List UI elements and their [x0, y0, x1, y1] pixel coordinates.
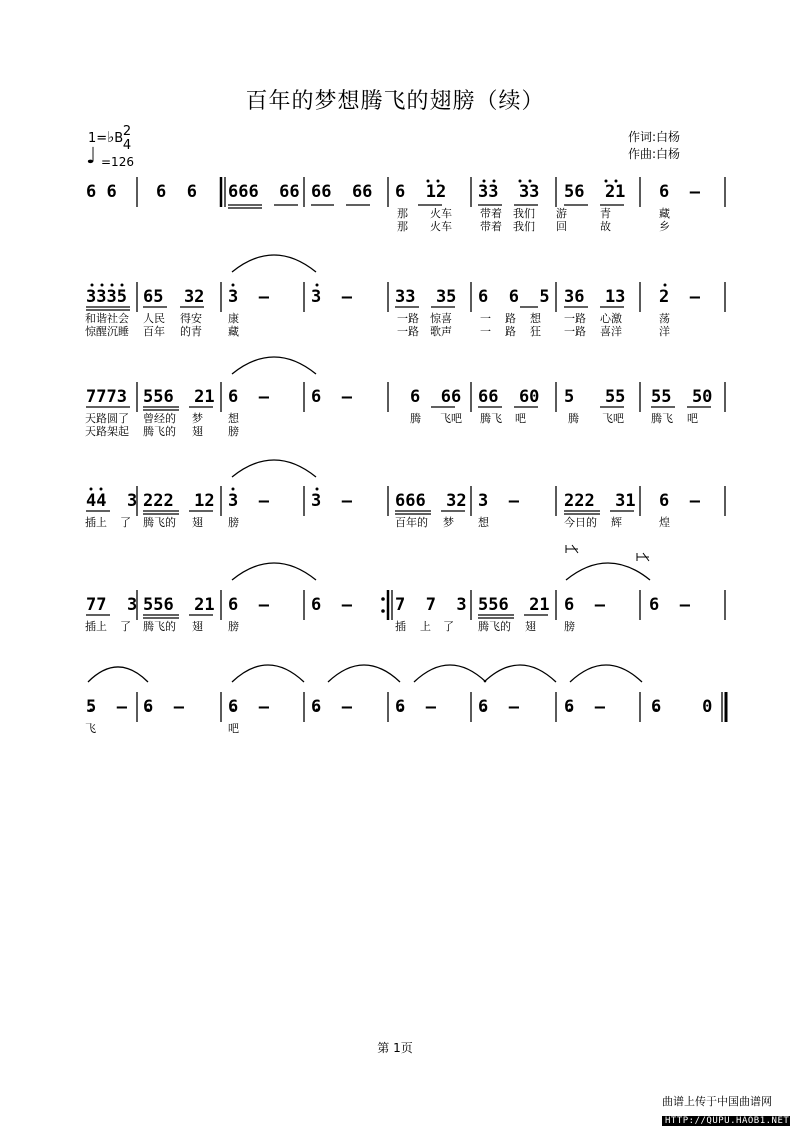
- lyric-text: 的青: [180, 325, 202, 338]
- score-title: 百年的梦想腾飞的翅膀（续）: [245, 89, 545, 114]
- key-prefix: 1=: [88, 131, 108, 146]
- measure-notes: 3 —: [478, 491, 519, 511]
- lyric-text: 带着: [480, 207, 502, 220]
- repeat-dot: [381, 597, 385, 601]
- lyric-text: 曾经的: [143, 412, 176, 425]
- lyric-text: 梦: [192, 412, 203, 425]
- slur: [232, 255, 316, 272]
- lyric-text: 了: [443, 620, 454, 633]
- composer-credit: 作曲:白杨: [628, 147, 681, 161]
- flat-sign: ♭: [107, 128, 115, 146]
- measure-notes: 7773: [86, 387, 127, 407]
- measure-notes: 33 35: [395, 287, 457, 307]
- lyric-text: 辉: [611, 516, 622, 529]
- measure-notes: 66 60: [478, 387, 540, 407]
- lyric-text: 腾飞的: [143, 425, 176, 438]
- lyric-text: 一路: [564, 312, 586, 325]
- measure-notes: 6 —: [311, 387, 352, 407]
- measure-notes: 556 21: [143, 595, 215, 615]
- slur: [232, 563, 316, 580]
- lyric-text: 想: [530, 312, 541, 325]
- measure-notes: 222 31: [564, 491, 636, 511]
- lyric-text: 今日的: [564, 516, 597, 529]
- measure-notes: 222 12: [143, 491, 215, 511]
- lyric-text: 路: [505, 312, 516, 325]
- lyric-text: 得安: [180, 312, 202, 325]
- measure-notes: 5 —: [86, 697, 127, 717]
- lyric-text: 歌声: [430, 325, 452, 338]
- lyric-text: 一路: [564, 325, 586, 338]
- lyric-text: 上: [420, 620, 431, 633]
- measure-notes: 6 —: [311, 697, 352, 717]
- measure-notes: 33 33: [478, 182, 540, 202]
- measure-notes: 36 13: [564, 287, 626, 307]
- lyric-text: 腾飞的: [143, 620, 176, 633]
- measure-notes: 6 —: [659, 491, 700, 511]
- site-url-badge: [662, 1108, 790, 1127]
- lyric-text: 一: [480, 312, 491, 325]
- lyric-text: 了: [120, 620, 131, 633]
- lyric-text: 火车: [430, 207, 452, 220]
- slur: [570, 665, 642, 682]
- measure-notes: 6 6: [156, 182, 197, 202]
- lyric-text: 喜洋: [600, 325, 622, 338]
- measure-notes: 77 3: [86, 595, 138, 615]
- measure-notes: 3 —: [311, 491, 352, 511]
- measure-notes: 3 —: [228, 287, 269, 307]
- lyric-text: 膀: [228, 620, 239, 633]
- lyricist-credit: 作词:白杨: [628, 130, 681, 144]
- lyric-text: 想: [478, 516, 489, 529]
- key-note: B: [114, 131, 124, 146]
- measure-notes: 6 —: [564, 595, 605, 615]
- slur: [566, 563, 650, 580]
- lyric-text: 吧: [687, 412, 698, 425]
- lyric-text: 乡: [659, 220, 670, 233]
- measure-notes: 6 —: [311, 595, 352, 615]
- slur: [232, 460, 316, 477]
- lyric-text: 腾飞的: [143, 516, 176, 529]
- lyric-text: 腾: [568, 412, 579, 425]
- lyric-text: 百年的: [395, 516, 428, 529]
- lyric-text: 膀: [564, 620, 575, 633]
- lyric-text: 人民: [143, 312, 165, 325]
- measure-notes: 6 —: [228, 387, 269, 407]
- measure-notes: 5 55: [564, 387, 626, 407]
- lyric-text: 煌: [659, 516, 670, 529]
- measure-notes: 65 32: [143, 287, 205, 307]
- measure-notes: 6 —: [564, 697, 605, 717]
- lyric-text: 那: [397, 220, 408, 233]
- lyric-text: 腾飞: [651, 412, 673, 425]
- measure-notes: 6 —: [228, 697, 269, 717]
- lyric-text: 天路架起: [85, 425, 129, 438]
- lyric-text: 惊醒沉睡: [85, 325, 129, 338]
- measure-notes: 6 6: [86, 182, 117, 202]
- lyric-text: 火车: [430, 220, 452, 233]
- measure-notes: 56 21: [564, 182, 626, 202]
- lyric-text: 翅: [192, 620, 203, 633]
- lyric-text: 心激: [600, 312, 622, 325]
- measure-notes: 6 6 5: [478, 287, 550, 307]
- time-signature-top: 2: [122, 124, 132, 139]
- lyric-text: 那: [397, 207, 408, 220]
- measure-notes: 7 7 3: [395, 595, 467, 615]
- slur: [232, 357, 316, 374]
- slur: [88, 667, 148, 682]
- measure-notes: 666 32: [395, 491, 467, 511]
- lyric-text: 和谐社会: [85, 312, 129, 325]
- measure-notes: 3 —: [311, 287, 352, 307]
- lyric-text: 藏: [228, 325, 239, 338]
- lyric-text: 惊喜: [430, 312, 452, 325]
- lyric-text: 飞吧: [602, 412, 624, 425]
- segno-mark-icon: [637, 553, 649, 561]
- lyric-text: 飞吧: [440, 412, 462, 425]
- lyric-text: 翅: [525, 620, 536, 633]
- measure-notes: 55 50: [651, 387, 713, 407]
- lyric-text: 插上: [85, 620, 107, 633]
- lyric-text: 回: [556, 220, 567, 233]
- measure-notes: 666 66: [228, 182, 300, 202]
- lyric-text: 吧: [515, 412, 526, 425]
- measure-notes: 3335: [86, 287, 127, 307]
- lyric-text: 一路: [397, 312, 419, 325]
- measure-notes: 6 —: [143, 697, 184, 717]
- slur: [232, 665, 304, 682]
- lyric-text: 故: [600, 220, 611, 233]
- measure-notes: 556 21: [478, 595, 550, 615]
- lyric-text: 带着: [480, 220, 502, 233]
- lyric-text: 吧: [228, 722, 239, 735]
- lyric-text: 路: [505, 325, 516, 338]
- measure-notes: 6 —: [395, 697, 436, 717]
- page-number: 第 1页: [377, 1041, 413, 1055]
- lyric-text: 膀: [228, 425, 239, 438]
- lyric-text: 我们: [513, 207, 535, 220]
- lyric-text: 一: [480, 325, 491, 338]
- lyric-text: 洋: [659, 325, 670, 338]
- lyric-text: 腾: [410, 412, 421, 425]
- site-name: 曲谱上传于中国曲谱网: [662, 1095, 772, 1108]
- lyric-text: 百年: [143, 325, 165, 338]
- lyric-text: 翅: [192, 516, 203, 529]
- lyric-text: 想: [228, 412, 239, 425]
- lyric-text: 一路: [397, 325, 419, 338]
- lyric-text: 梦: [443, 516, 454, 529]
- segno-mark-icon: [566, 545, 578, 553]
- lyric-text: 青: [600, 207, 611, 220]
- time-signature-bottom: 4: [122, 138, 132, 153]
- lyric-text: 狂: [530, 325, 541, 338]
- lyric-text: 游: [556, 207, 567, 220]
- lyric-text: 飞: [85, 722, 96, 735]
- measure-notes: 2 —: [659, 287, 700, 307]
- lyric-text: 天路圆了: [85, 412, 129, 425]
- repeat-dot: [381, 609, 385, 613]
- slur: [414, 665, 486, 682]
- measure-notes: 6 —: [478, 697, 519, 717]
- lyric-text: 翅: [192, 425, 203, 438]
- slur: [484, 665, 556, 682]
- measure-notes: 44 3: [86, 491, 138, 511]
- measure-notes: 556 21: [143, 387, 215, 407]
- lyric-text: 腾飞: [480, 412, 502, 425]
- lyric-text: 我们: [513, 220, 535, 233]
- lyric-text: 腾飞的: [478, 620, 511, 633]
- lyric-text: 藏: [659, 207, 670, 220]
- measure-notes: 6 —: [228, 595, 269, 615]
- lyric-text: 康: [228, 312, 239, 325]
- lyric-text: 插上: [85, 516, 107, 529]
- measure-notes: 6 66: [410, 387, 462, 407]
- measure-notes: 6 —: [659, 182, 700, 202]
- lyric-text: 了: [120, 516, 131, 529]
- lyric-text: 膀: [228, 516, 239, 529]
- quarter-note-icon: ♩: [86, 144, 97, 169]
- measure-notes: 3 —: [228, 491, 269, 511]
- measure-notes: 6 12: [395, 182, 447, 202]
- lyric-text: 插: [395, 620, 406, 633]
- measure-notes: 6 0: [651, 697, 713, 717]
- slur: [328, 665, 400, 682]
- measure-notes: 66 66: [311, 182, 373, 202]
- lyric-text: 荡: [659, 312, 670, 325]
- site-url: HTTP://QUPU.HAOB1.NET: [662, 1116, 790, 1126]
- tempo-value: =126: [101, 155, 134, 169]
- measure-notes: 6 —: [649, 595, 690, 615]
